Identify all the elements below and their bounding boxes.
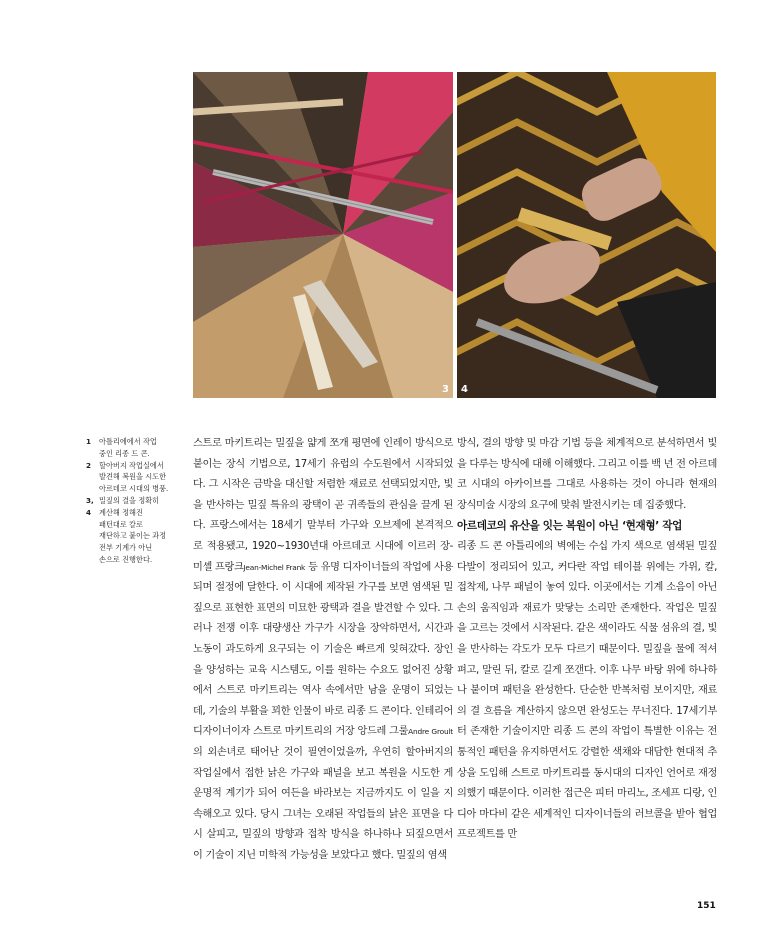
caption-number: 2 xyxy=(86,460,92,470)
photo-hands-working xyxy=(457,72,716,398)
article-paragraph: 방식, 결의 방향 및 마감 기법 등을 체계적으로 분석하면서 빛을 다루는 방식에 대해 이해했다. 그리고 이를 백 년 전 아르데코 시대의 아카이브를 그대로 사용하는 것이 아니라 현재의 장식미술 시장의 요구에 맞춰 발전시키는 데 집중했다. xyxy=(457,438,717,511)
caption-text: 아틀리에에서 작업 중인 리종 드 콘. xyxy=(99,437,157,458)
article-column-right xyxy=(457,434,717,846)
photo-captions xyxy=(86,436,186,566)
caption-3-4 xyxy=(86,495,186,566)
caption-text: 밀짚의 결을 정확히 계산해 정해진 패턴대로 칼로 재단하고 붙이는 과정 전부 기계가 아닌 손으로 진행한다. xyxy=(99,495,167,564)
body-text: 의 외손녀로 태어난 것이 필연이었을까, 우연히 할아버지의 작업실에서 접한 낡은 가구와 패널을 보고 복원을 시도한 게 운명적 계기가 되어 여든을 바라보는 지금까지도 이 일을 지속해오고 있다. 당시 그녀는 오래된 작업들의 낡은 표면을 다시 살피고, 밀짚의 방향과 접착 방식을 하나하나 되짚으면서 이 기술이 지닌 미학적 가능성을 보았다고 했다. 밀짚의 염색 xyxy=(193,746,453,861)
name-andre-groult: Andre Groult xyxy=(408,727,453,737)
caption-text: 할아버지 작업실에서 발견해 복원을 시도한 아르데코 시대의 병풍. xyxy=(99,460,169,494)
caption-2 xyxy=(86,460,186,495)
article-column-left xyxy=(193,434,453,866)
caption-1 xyxy=(86,436,186,460)
article-paragraph xyxy=(193,434,453,866)
section-heading: 아르데코의 유산을 잇는 복원이 아닌 ‘현재형’ 작업 xyxy=(457,520,683,533)
article-paragraph: 리종 드 콘 아틀리에의 벽에는 수십 가지 색으로 염색된 밀짚 다발이 정리되어 있고, 커다란 작업 테이블 위에는 가위, 칼, 접착제, 나무 패널이 놓여 있다. 이곳에서는 기계 소음이 아닌 손의 움직임과 재료가 맞닿는 소리만 존재한다. 작업은 밀짚을 고르는 것에서 시작된다. 같은 색이라도 식물 섬유의 결, 빛을 반사하는 각도가 모두 다르기 때문이다. 밀짚을 물에 적셔 펴고, 말린 뒤, 칼로 길게 쪼갠다. 이후 나무 바탕 위에 하나하나 붙이며 패턴을 완성한다. 단순한 반복처럼 보이지만, 재료의 결 흐름을 계산하지 않으면 완성도는 무너진다. 17세기부터 존재한 기술이지만 리종 드 콘의 작업이 특별한 이유는 전통적인 패턴을 유지하면서도 강렬한 색채와 대담한 현대적 추상을 도입해 스트로 마키트리를 동시대의 디자인 언어로 재정의했기 때문이다. 이러한 접근은 피터 마리노, 조세프 디랑, 인디아 마다비 같은 세계적인 디자이너들의 러브콜을 받아 협업 프로젝트를 만 xyxy=(457,540,717,841)
caption-number: 3, 4 xyxy=(86,495,94,517)
photo-number-3: 3 xyxy=(442,384,449,395)
hands-chevron-illustration xyxy=(457,72,716,398)
body-text: 등 유명 디자이너들의 작업에 사용되며 절정에 달한다. 이 시대에 제작된 가구를 보면 염색된 밀짚으로 표현한 표면의 미묘한 광택과 결을 발견할 수 있다. 그러나 전쟁 이후 대량생산 가구가 시장을 장악하면서, 시간과 노동이 과도하게 요구되는 이 기술은 빠르게 잊혀갔다. 장인을 양성하는 교육 시스템도, 이를 원하는 수요도 없어진 상황에서 스트로 마키트리는 역사 속에서만 남을 운명이 되었는데, 기술의 부활을 꾀한 인물이 바로 리종 드 콘이다. 인테리어 디자이너이자 스트로 마키트리의 거장 앙드레 그룰 xyxy=(193,561,453,738)
caption-number: 1 xyxy=(86,437,92,446)
straw-marquetry-illustration xyxy=(193,72,453,398)
photo-straw-marquetry-panel xyxy=(193,72,453,398)
photo-number-4: 4 xyxy=(461,384,468,395)
body-text: 스트로 마키트리는 밀짚을 얇게 쪼개 평면에 인레이 방식으로 붙이는 장식 기법으로, 17세기 유럽의 수도원에서 시작되었다. 그 시작은 금박을 대신할 저렴한 재료로 선택되었지만, 빛을 반사하는 밀짚 특유의 광택이 곧 귀족들의 관심을 끌게 된다. 프랑스에서는 18세기 말부터 가구와 오브제에 본격적으로 적용됐고, 1920~1930년대 아르데코 시대에 이르러 장-미셸 프랑크 xyxy=(193,438,453,573)
page-number: 151 xyxy=(697,901,716,911)
name-jean-michel-frank: Jean-Michel Frank xyxy=(243,562,306,572)
